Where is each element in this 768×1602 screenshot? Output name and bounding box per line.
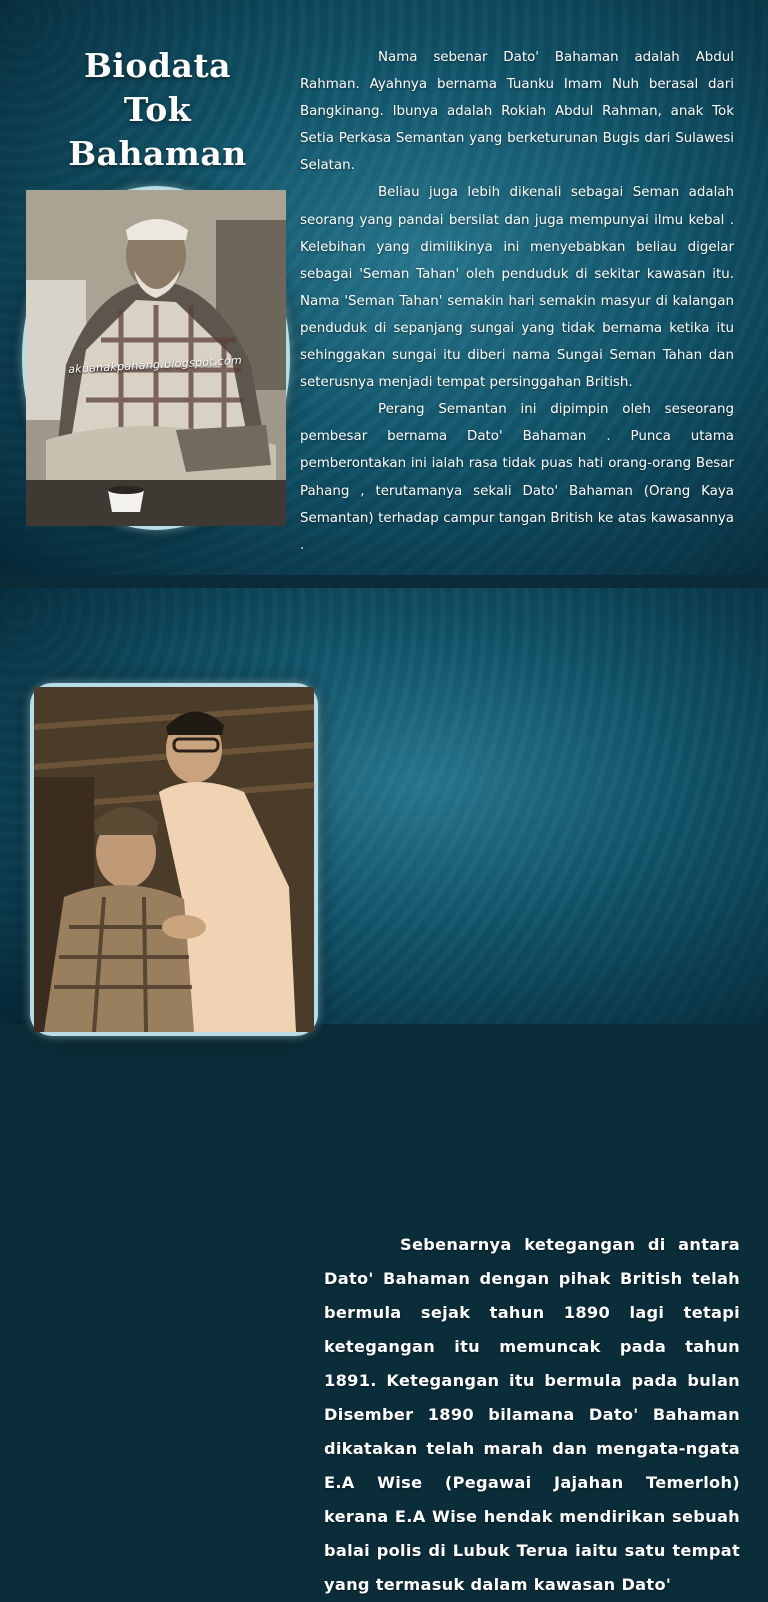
paragraph: Beliau juga lebih dikenali sebagai Seman adalah seorang yang pandai bersilat dan juga mempunyai ilmu kebal . Kelebihan yang dimilikinya ini menyebabkan beliau digelar sebagai 'Seman Tahan' oleh penduduk di sekitar kawasan itu. Nama 'Seman Tahan' semakin hari semakin masyur di kalangan penduduk di sepanjang sungai yang tidak bernama ketika itu sehinggakan sungai itu diberi nama Sungai Seman Tahan dan seterusnya menjadi tempat persinggahan British. [300,185,734,391]
slide-separator [0,575,768,588]
title-line: Bahaman [68,134,247,173]
slide-1 [0,0,768,575]
group-photo-illustration [34,687,314,1032]
biography-text [300,44,734,559]
title-line: Tok [123,90,192,129]
slide-title [40,44,275,176]
paragraph: Nama sebenar Dato' Bahaman adalah Abdul Rahman. Ayahnya bernama Tuanku Imam Nuh berasal dari Bangkinang. Ibunya adalah Rokiah Abdul Rahman, anak Tok Setia Perkasa Semantan yang berketurunan Bugis dari Sulawesi Selatan. [300,50,734,174]
paragraph: Perang Semantan ini dipimpin oleh seseorang pembesar bernama Dato' Bahaman . Punca utama pemberontakan ini ialah rasa tidak puas hati orang-orang Besar Pahang , terutamanya sekali Dato' Bahaman (Orang Kaya Semantan) terhadap campur tangan British ke atas kawasannya . [300,402,734,553]
photo-watermark: akuanakpahang.blogspot.com [67,353,243,376]
history-text [324,1228,740,1602]
title-line: Biodata [83,46,232,85]
group-photo [30,683,318,1036]
paragraph: Sebenarnya ketegangan di antara Dato' Bahaman dengan pihak British telah bermula sejak tahun 1890 lagi tetapi ketegangan itu memuncak pada tahun 1891. Ketegangan itu bermula pada bulan Disember 1890 bilamana Dato' Bahaman dikatakan telah marah dan mengata-ngata E.A Wise (Pegawai Jajahan Temerloh) kerana E.A Wise hendak mendirikan sebuah balai polis di Lubuk Terua iaitu satu tempat yang termasuk dalam kawasan Dato' [324,1235,740,1594]
